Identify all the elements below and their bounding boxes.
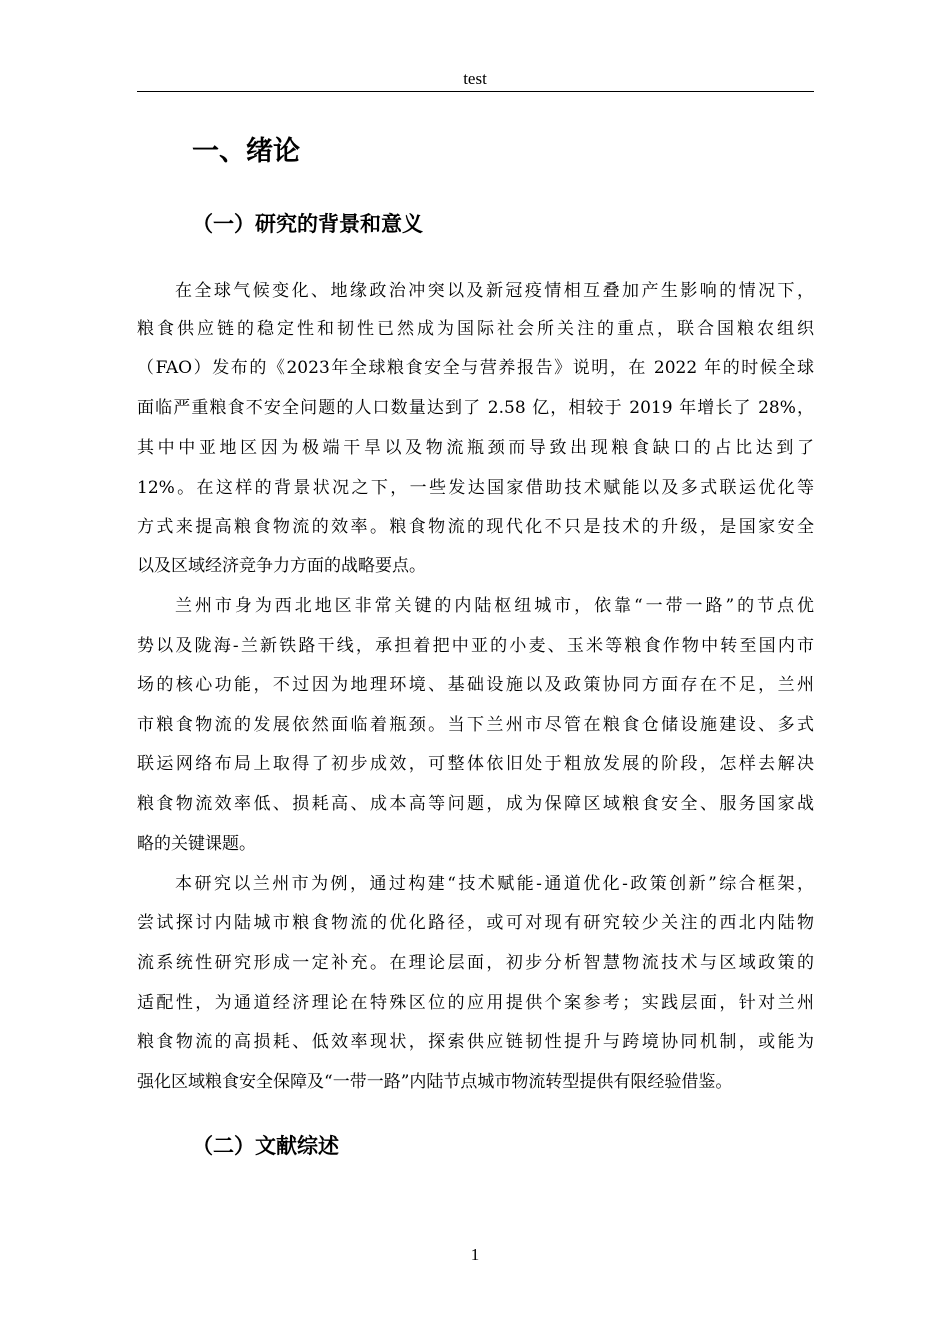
page-header: test xyxy=(463,69,487,88)
page-number: 1 xyxy=(470,1245,480,1264)
text-line: 势以及陇海-兰新铁路干线，承担着把中亚的小麦、玉米等粮食作物中转至国内市 xyxy=(137,636,814,656)
header-rule xyxy=(137,91,814,92)
text-line: （FAO）发布的《2023年全球粮食安全与营养报告》说明，在 2022 年的时候全球 xyxy=(137,358,814,378)
text-line: 流系统性研究形成一定补充。在理论层面，初步分析智慧物流技术与区域政策的 xyxy=(137,953,814,973)
text-line: 尝试探讨内陆城市粮食物流的优化路径，或可对现有研究较少关注的西北内陆物 xyxy=(137,913,814,933)
text-line: 在全球气候变化、地缘政治冲突以及新冠疫情相互叠加产生影响的情况下， xyxy=(175,281,814,301)
section-heading-background: （一）研究的背景和意义 xyxy=(192,212,423,236)
text-line: 粮食物流的高损耗、低效率现状，探索供应链韧性提升与跨境协同机制，或能为 xyxy=(137,1032,814,1052)
text-line: 联运网络布局上取得了初步成效，可整体依旧处于粗放发展的阶段，怎样去解决 xyxy=(137,754,814,774)
text-line: 本研究以兰州市为例，通过构建“技术赋能-通道优化-政策创新”综合框架， xyxy=(175,874,814,894)
text-line: 兰州市身为西北地区非常关键的内陆枢纽城市，依靠“一带一路”的节点优 xyxy=(175,596,814,616)
text-line: 场的核心功能，不过因为地理环境、基础设施以及政策协同方面存在不足，兰州 xyxy=(137,675,814,695)
text-line: 方式来提高粮食物流的效率。粮食物流的现代化不只是技术的升级，是国家安全 xyxy=(137,517,814,537)
text-line: 粮食物流效率低、损耗高、成本高等问题，成为保障区域粮食安全、服务国家战 xyxy=(137,794,814,814)
text-line: 面临严重粮食不安全问题的人口数量达到了 2.58 亿，相较于 2019 年增长了 28%， xyxy=(137,398,814,418)
text-line: 适配性，为通道经济理论在特殊区位的应用提供个案参考；实践层面，针对兰州 xyxy=(137,993,814,1013)
text-line: 略的关键课题。 xyxy=(137,834,256,854)
text-line: 强化区域粮食安全保障及“一带一路”内陆节点城市物流转型提供有限经验借鉴。 xyxy=(137,1072,733,1092)
text-line: 粮食供应链的稳定性和韧性已然成为国际社会所关注的重点，联合国粮农组织 xyxy=(137,319,814,339)
text-line: 12%。在这样的背景状况之下，一些发达国家借助技术赋能以及多式联运优化等 xyxy=(137,478,814,498)
text-line: 市粮食物流的发展依然面临着瓶颈。当下兰州市尽管在粮食仓储设施建设、多式 xyxy=(137,715,814,735)
chapter-heading: 一、绪论 xyxy=(192,136,300,167)
text-line: 以及区域经济竞争力方面的战略要点。 xyxy=(137,556,426,576)
text-line: 其中中亚地区因为极端干旱以及物流瓶颈而导致出现粮食缺口的占比达到了 xyxy=(137,438,814,458)
section-heading-literature: （二）文献综述 xyxy=(192,1134,339,1158)
